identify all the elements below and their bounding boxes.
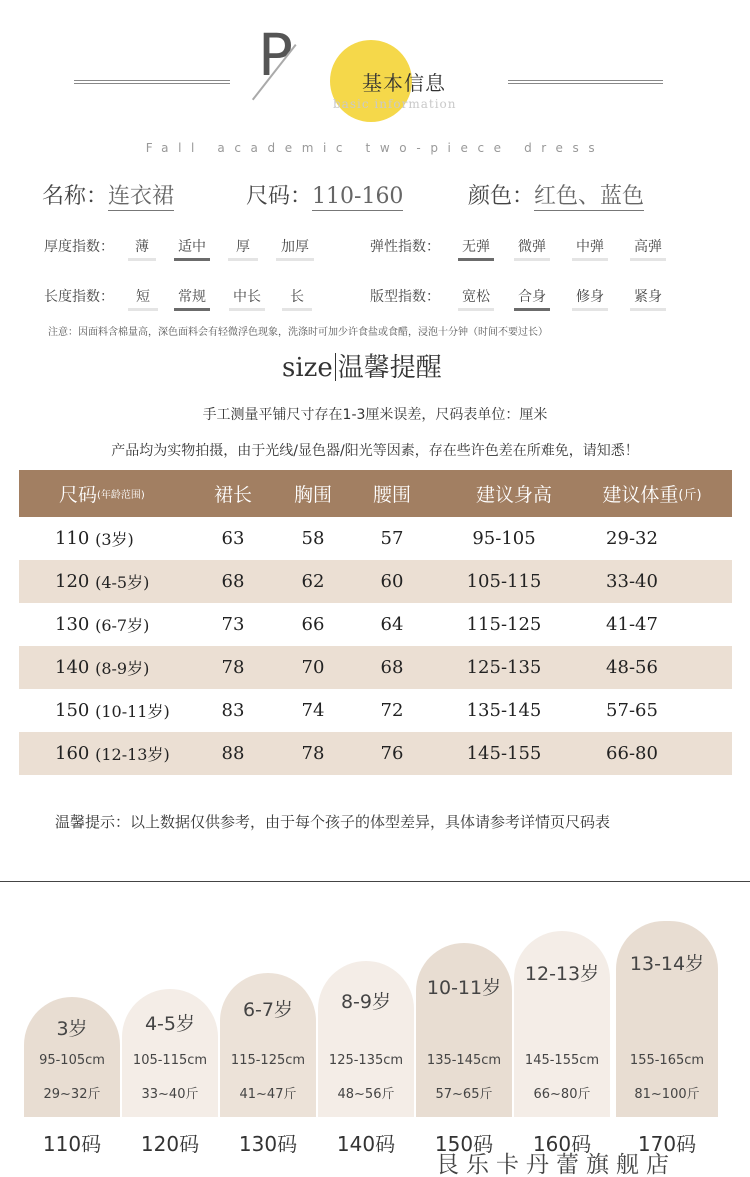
row-chest: 66	[301, 614, 325, 635]
care-notice: 注意：因面料含棉量高，深色面料会有轻微浮色现象，洗涤时可加少许食盐或食醋，浸泡十分钟（时间不要过长）	[48, 327, 548, 338]
header-rule-left	[74, 80, 230, 84]
info-color	[468, 179, 644, 210]
row-waist: 68	[380, 657, 404, 678]
size-code-140: 140码	[336, 1132, 396, 1156]
row-height: 125-135	[466, 657, 542, 678]
length-option-midi: 中长	[229, 286, 265, 306]
row-size	[55, 646, 149, 689]
card-weight: 33~40斤	[141, 1087, 199, 1102]
measure-note: 手工测量平铺尺寸存在1-3厘米误差，尺码表单位：厘米	[202, 407, 548, 423]
size-code-110: 110码	[42, 1132, 102, 1156]
card-height: 135-145cm	[426, 1053, 502, 1068]
row-height: 115-125	[466, 614, 542, 635]
size-code-170: 170码	[637, 1132, 697, 1156]
row-skirt: 63	[221, 528, 245, 549]
card-weight: 29~32斤	[43, 1087, 101, 1102]
info-size	[246, 179, 403, 210]
row-skirt: 73	[221, 614, 245, 635]
header-subtitle: basic information	[333, 97, 457, 111]
size-section-title	[282, 347, 442, 384]
elasticity-option-none: 无弹	[458, 236, 494, 256]
row-age: (4-5岁)	[95, 573, 150, 592]
row-weight: 57-65	[606, 700, 658, 721]
elasticity-option-slight: 微弹	[514, 236, 550, 256]
thickness-label: 厚度指数：	[44, 239, 114, 255]
row-size	[55, 603, 149, 646]
table-row	[19, 560, 732, 603]
header-weight-text: 建议体重	[602, 484, 679, 506]
row-size	[55, 689, 170, 732]
header-waist: 腰围	[372, 484, 411, 506]
length-option-long: 长	[282, 286, 312, 306]
row-height: 145-155	[466, 743, 542, 764]
header-weight-unit: (斤)	[678, 488, 702, 503]
row-chest: 78	[301, 743, 325, 764]
fit-option-slim: 修身	[572, 286, 608, 306]
row-chest: 70	[301, 657, 325, 678]
header-english: Fall academic two-piece dress	[145, 141, 605, 155]
info-color-label: 颜色：	[468, 184, 535, 209]
card-weight: 66~80斤	[533, 1087, 591, 1102]
card-age: 13-14岁	[629, 953, 705, 975]
card-weight: 48~56斤	[337, 1087, 395, 1102]
size-code-160: 160码	[532, 1132, 592, 1156]
card-age: 4-5岁	[144, 1013, 196, 1035]
row-weight: 48-56	[606, 657, 658, 678]
size-title-right: 温馨提醒	[337, 353, 442, 383]
row-waist: 64	[380, 614, 404, 635]
thickness-option-thick: 厚	[228, 236, 258, 256]
row-age: (8-9岁)	[95, 659, 150, 678]
length-option-short: 短	[128, 286, 158, 306]
card-age: 8-9岁	[340, 991, 392, 1013]
row-height: 95-105	[472, 528, 536, 549]
table-row	[19, 517, 732, 560]
card-height: 105-115cm	[132, 1053, 208, 1068]
reference-tip: 温馨提示：以上数据仅供参考，由于每个孩子的体型差异，具体请参考详情页尺码表	[55, 813, 611, 831]
header-title: 基本信息	[362, 71, 446, 95]
row-waist: 60	[380, 571, 404, 592]
row-chest: 74	[301, 700, 325, 721]
card-age: 12-13岁	[524, 963, 600, 985]
header-size	[59, 470, 145, 517]
header-skirt-length: 裙长	[213, 484, 252, 506]
card-age: 6-7岁	[242, 999, 294, 1021]
size-code-130: 130码	[238, 1132, 298, 1156]
row-weight: 66-80	[606, 743, 658, 764]
table-row	[19, 732, 732, 775]
row-age: (6-7岁)	[95, 616, 150, 635]
size-card-150	[416, 943, 512, 1117]
table-row	[19, 689, 732, 732]
card-height: 95-105cm	[39, 1053, 105, 1068]
header-size-note: (年龄范围)	[97, 490, 145, 501]
fit-option-regular: 合身	[514, 286, 550, 306]
thickness-option-medium: 适中	[174, 236, 210, 256]
size-code-150: 150码	[434, 1132, 494, 1156]
row-size-value: 110	[55, 528, 90, 549]
row-size-value: 160	[55, 743, 90, 764]
row-skirt: 88	[221, 743, 245, 764]
header-size-text: 尺码	[59, 484, 98, 506]
elasticity-label: 弹性指数：	[370, 239, 440, 255]
row-chest: 62	[301, 571, 325, 592]
row-size-value: 140	[55, 657, 90, 678]
card-age: 10-11岁	[426, 977, 502, 999]
thickness-option-extra-thick: 加厚	[276, 236, 314, 256]
size-card-170	[616, 921, 718, 1117]
row-weight: 41-47	[606, 614, 658, 635]
info-name-label: 名称：	[42, 184, 109, 209]
row-waist: 72	[380, 700, 404, 721]
row-size	[55, 560, 149, 603]
header-rule-right	[508, 80, 663, 84]
card-age: 3岁	[56, 1018, 88, 1040]
size-title-left: size	[282, 353, 333, 383]
info-name-value: 连衣裙	[108, 184, 175, 209]
row-chest: 58	[301, 528, 325, 549]
row-height: 105-115	[466, 571, 542, 592]
store-watermark: 艮乐卡丹蕾旗舰店	[436, 1152, 676, 1177]
info-size-value: 110-160	[312, 184, 404, 209]
row-size-value: 130	[55, 614, 90, 635]
thickness-option-thin: 薄	[128, 236, 156, 256]
row-skirt: 68	[221, 571, 245, 592]
row-age: (12-13岁)	[95, 745, 170, 764]
table-row	[19, 646, 732, 689]
row-age: (10-11岁)	[95, 702, 170, 721]
elasticity-option-medium: 中弹	[572, 236, 608, 256]
elasticity-option-high: 高弹	[630, 236, 666, 256]
size-card-160	[514, 931, 610, 1117]
info-size-label: 尺码：	[246, 184, 313, 209]
size-card-110	[24, 997, 120, 1117]
size-card-120	[122, 989, 218, 1117]
color-note: 产品均为实物拍摄，由于光线/显色器/阳光等因素，存在些许色差在所难免，请知悉！	[111, 443, 639, 459]
fit-option-loose: 宽松	[458, 286, 494, 306]
header-weight	[572, 470, 732, 517]
card-height: 115-125cm	[230, 1053, 306, 1068]
row-age: (3岁)	[95, 530, 134, 549]
fit-option-tight: 紧身	[630, 286, 666, 306]
header-chest: 胸围	[293, 484, 332, 506]
row-skirt: 83	[221, 700, 245, 721]
row-waist: 76	[380, 743, 404, 764]
row-size	[55, 517, 134, 560]
card-height: 145-155cm	[524, 1053, 600, 1068]
size-card-140	[318, 961, 414, 1117]
card-height: 155-165cm	[629, 1053, 705, 1068]
size-table	[19, 470, 732, 775]
size-card-130	[220, 973, 316, 1117]
card-weight: 57~65斤	[435, 1087, 493, 1102]
header-letter: P	[258, 21, 293, 89]
fit-label: 版型指数：	[370, 289, 440, 305]
header-height: 建议身高	[475, 484, 552, 506]
size-code-120: 120码	[140, 1132, 200, 1156]
table-row	[19, 603, 732, 646]
length-option-regular: 常规	[174, 286, 210, 306]
row-size-value: 120	[55, 571, 90, 592]
length-label: 长度指数：	[44, 289, 114, 305]
card-weight: 81~100斤	[634, 1087, 700, 1102]
row-weight: 33-40	[606, 571, 658, 592]
size-title-divider	[335, 353, 336, 381]
row-size-value: 150	[55, 700, 90, 721]
section-divider	[0, 881, 750, 882]
row-size	[55, 732, 170, 775]
info-color-value: 红色、蓝色	[534, 184, 645, 209]
card-height: 125-135cm	[328, 1053, 404, 1068]
row-weight: 29-32	[606, 528, 658, 549]
row-waist: 57	[380, 528, 404, 549]
info-name	[42, 179, 174, 210]
size-table-header	[19, 470, 732, 517]
row-skirt: 78	[221, 657, 245, 678]
row-height: 135-145	[466, 700, 542, 721]
card-weight: 41~47斤	[239, 1087, 297, 1102]
